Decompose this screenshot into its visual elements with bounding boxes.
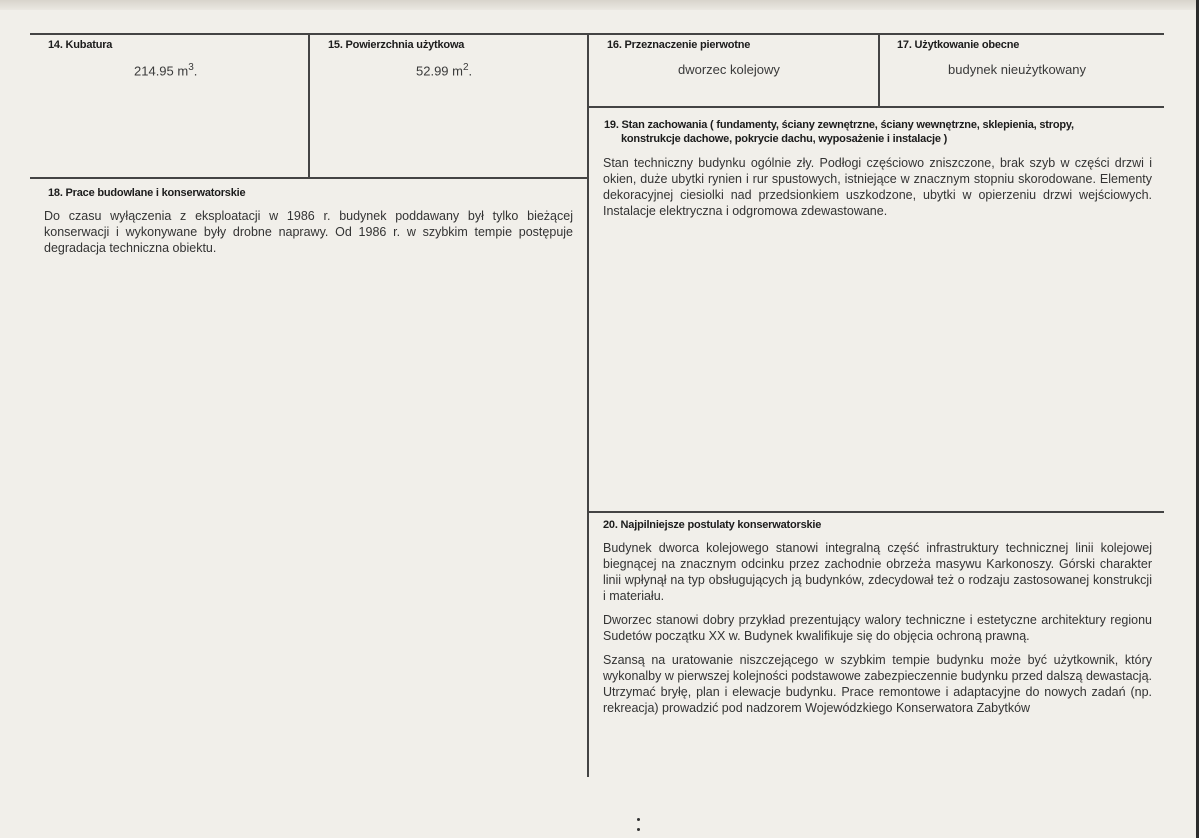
- field-14-value: 214.95 $m^3$.: [134, 62, 198, 79]
- field-15-label: 15. Powierzchnia użytkowa: [328, 39, 465, 51]
- field-18-text: Do czasu wyłączenia z eksploatacji w 1986 r. budynek poddawany był tylko bieżącej konserwacji i wykonywane były drobne naprawy. Od 1986 r. w szybkim tempie postępuje degradacja techniczna obiektu.: [44, 209, 573, 255]
- field-20-label: 20. Najpilniejsze postulaty konserwatorskie: [603, 519, 822, 531]
- top-rule: [30, 33, 1164, 35]
- field-15-value: 52.99 $m^2$.: [416, 62, 473, 79]
- field-19-label-line1: 19. Stan zachowania ( fundamenty, ściany zewnętrzne, ściany wewnętrzne, sklepienia, stropy,: [604, 119, 1074, 131]
- field-18-label: 18. Prace budowlane i konserwatorskie: [48, 187, 246, 199]
- punch-mark: [637, 818, 640, 821]
- field-20-paragraph-1: Budynek dworca kolejowego stanowi integralną część infrastruktury technicznej linii kolejowej biegnącej na znacznym odcinku przez zachodnie obrzeża masywu Karkonoszy. Górski charakter linii wpłynął na typ obsługujących ją budynków, zdecydował też o rodzaju zastosowanej konstrukcji i materiału.: [603, 541, 1152, 603]
- field-19-text: Stan techniczny budynku ogólnie zły. Podłogi częściowo zniszczone, brak szyb w części drzwi i okien, duże ubytki rynien i rur spustowych, istniejące w znacznym stopniu skorodowane. Elementy dekoracyjnej ciesiolki nad przedsionkiem uszkodzone, ubytki w opierzeniu drzwi wejściowych. Instalacje elektryczna i odgromowa zdewastowane.: [603, 156, 1152, 218]
- rule-center: [587, 33, 589, 777]
- rule-under-16-17: [588, 106, 1164, 108]
- scan-top-edge: [0, 0, 1199, 10]
- punch-mark: [637, 828, 640, 831]
- rule-above-20: [588, 511, 1164, 513]
- field-14-label: 14. Kubatura: [48, 39, 113, 51]
- field-20-paragraph-2: Dworzec stanowi dobry przykład prezentujący walory techniczne i estetyczne architektury regionu Sudetów początku XX w. Budynek kwalifikuje się do objęcia ochroną prawną.: [603, 613, 1152, 643]
- rule-14-15: [308, 33, 310, 178]
- field-19-label-line2: konstrukcje dachowe, pokrycie dachu, wyposażenie i instalacje ): [621, 133, 948, 145]
- field-16-label: 16. Przeznaczenie pierwotne: [607, 39, 751, 51]
- field-17-label: 17. Użytkowanie obecne: [897, 39, 1020, 51]
- field-20-paragraph-3: Szansą na uratowanie niszczejącego w szybkim tempie budynku może być użytkownik, który wykonalby w pierwszej kolejności podstawowe zabezpieczennie budynku przed dalszą dewastacją. Utrzymać bryłę, plan i elewacje budynku. Prace remontowe i adaptacyjne do nowych zadań (np. rekreacja) prowadzić pod nadzorem Wojewódzkiego Konserwatora Zabytków: [603, 653, 1152, 715]
- rule-16-17: [878, 33, 880, 107]
- field-16-value: dworzec kolejowy: [678, 62, 780, 77]
- field-17-value: budynek nieużytkowany: [948, 62, 1087, 77]
